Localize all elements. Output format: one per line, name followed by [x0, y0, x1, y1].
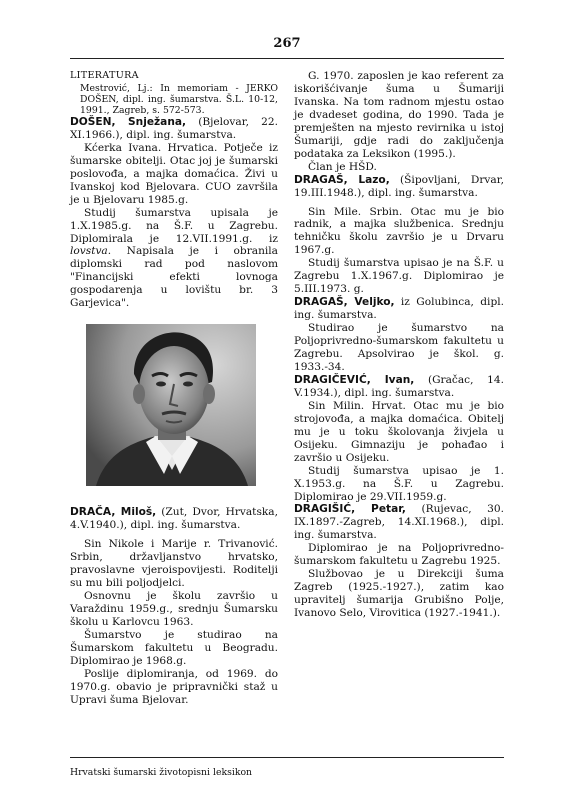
entry-details: (Šipovljani, Drvar, 19.III.1948.), dipl. ing. šumarstva.	[294, 173, 504, 199]
entry-details: (Rujevac, 30. IX.1897.-Zagreb, 14.XI.1968.), dipl. ing. šumarstva.	[294, 503, 505, 542]
portrait-image	[86, 324, 256, 486]
dragas-veljko-paragraph-1: Studirao je šumarstvo na Poljoprivredno-šumarskom fakultetu u Zagrebu. Apsolvirao je škol. g. 1933.-34.	[294, 322, 504, 373]
literatura-heading: LITERATURA	[70, 70, 139, 81]
dragas-lazo-paragraph-2: Studij šumarstva upisao je na Š.F. u Zagrebu 1.X.1967.g. Diplomirao je 5.III.1973. g.	[294, 257, 504, 296]
portrait-photo	[86, 324, 256, 486]
literatura-entry: Mestrović, Lj.: In memoriam - JERKO DOŠEN, dipl. ing. šumarstva. Š.L. 10-12, 1991., Zagreb, s. 572-573.	[80, 82, 278, 116]
draca-paragraph-4: Poslije diplomiranja, od 1969. do 1970.g. obavio je pripravnički staž u Upravi šuma Bjelovar.	[70, 667, 278, 706]
entry-header-dosen	[70, 116, 278, 142]
entry-details: (Zut, Dvor, Hrvatska, 4.V.1940.), dipl. ing. šumarstva.	[70, 506, 278, 532]
entry-header-dragas-veljko	[294, 296, 504, 322]
dragicevic-paragraph-1: Sin Milin. Hrvat. Otac mu je bio strojovođa, a majka domaćica. Obitelj mu je u toku školovanja živjela u Osijeku. Gimnaziju je pohađao i završio u Osijeku.	[294, 399, 504, 464]
entry-name: DRAGIČEVIĆ, Ivan,	[294, 373, 415, 386]
dragisic-paragraph-2: Službovao je u Direkciji šuma Zagreb (1925.-1927.), zatim kao upravitelj šumarija Grubišno Polje, Ivanovo Selo, Virovitica (1927.-1941.).	[294, 568, 504, 620]
right-column	[294, 70, 504, 620]
entry-details: (Gračac, 14. V.1934.), dipl. ing. šumarstva.	[294, 373, 504, 399]
dosen-paragraph-1: Kćerka Ivana. Hrvatica. Potječe iz šumarske obitelji. Otac joj je šumarski poslovođa, a majka domaćica. Živi u Ivanskoj kod Bjelovara. CUO završila je u Bjelovaru 1985.g.	[70, 141, 278, 206]
entry-name: DRAČA, Miloš,	[70, 506, 157, 519]
draca-continued-1: G. 1970. zaposlen je kao referent za iskorišćivanje šuma u Šumariji Ivanska. Na tom radnom mjestu ostao je dvadeset godina, do 1990. Tada je premješten na mjesto revirnika u istoj Šumariji, gdje radi do zaključenja podataka za Leksikon (1995.).	[294, 70, 504, 160]
dragas-lazo-paragraph-1: Sin Mile. Srbin. Otac mu je bio radnik, a majka službenica. Srednju tehničku školu završio je u Drvaru 1967.g.	[294, 205, 504, 257]
entry-header-dragisic	[294, 503, 504, 542]
top-rule	[70, 58, 504, 59]
italic-term: lovstva	[70, 245, 108, 258]
dosen-paragraph-2	[70, 207, 278, 311]
entry-name: DRAGAŠ, Lazo,	[294, 173, 390, 186]
page-number: 267	[273, 36, 301, 51]
footer-title: Hrvatski šumarski životopisni leksikon	[70, 767, 253, 778]
entry-header-dragas-lazo	[294, 174, 504, 200]
draca-continued-2: Član je HŠD.	[308, 160, 377, 173]
draca-paragraph-1: Sin Nikole i Marije r. Trivanović. Srbin, državljanstvo hrvatsko, pravoslavne vjeroispovijesti. Roditelji su mu bili poljodjelci.	[70, 538, 278, 590]
entry-details: iz Golubinca, dipl. ing. šumarstva.	[294, 296, 504, 322]
entry-name: DOŠEN, Snježana,	[70, 115, 187, 128]
entry-name: DRAGIŠIĆ, Petar,	[294, 503, 406, 516]
entry-name: DRAGAŠ, Veljko,	[294, 296, 395, 309]
dragisic-paragraph-1: Diplomirao je na Poljoprivredno-šumarskom fakultetu u Zagrebu 1925.	[294, 542, 504, 568]
entry-details: (Bjelovar, 22. XI.1966.), dipl. ing. šumarstva.	[70, 115, 278, 141]
draca-paragraph-2: Osnovnu je školu završio u Varaždinu 1959.g., srednju Šumarsku školu u Karlovcu 1963.	[70, 589, 278, 628]
entry-header-dragicevic	[294, 374, 504, 400]
bottom-rule	[70, 757, 504, 758]
dragicevic-paragraph-2: Studij šumarstva upisao je 1. X.1953.g. na Š.F. u Zagrebu. Diplomirao je 29.VII.1959.g.	[294, 464, 504, 503]
text-span: . Napisala je i obranila diplomski rad pod naslovom "Financijski efekti lovnoga gospodarenja u lovištu br. 3 Garjevica".	[70, 245, 278, 310]
left-column	[70, 70, 278, 707]
draca-paragraph-3: Šumarstvo je studirao na Šumarskom fakultetu u Beogradu. Diplomirao je 1968.g.	[70, 628, 278, 667]
text-span: Studij šumarstva upisala je 1.X.1985.g. na Š.F. u Zagrebu. Diplomirala je 12.VII.1991.g. iz	[70, 206, 278, 245]
entry-header-draca	[70, 506, 278, 532]
